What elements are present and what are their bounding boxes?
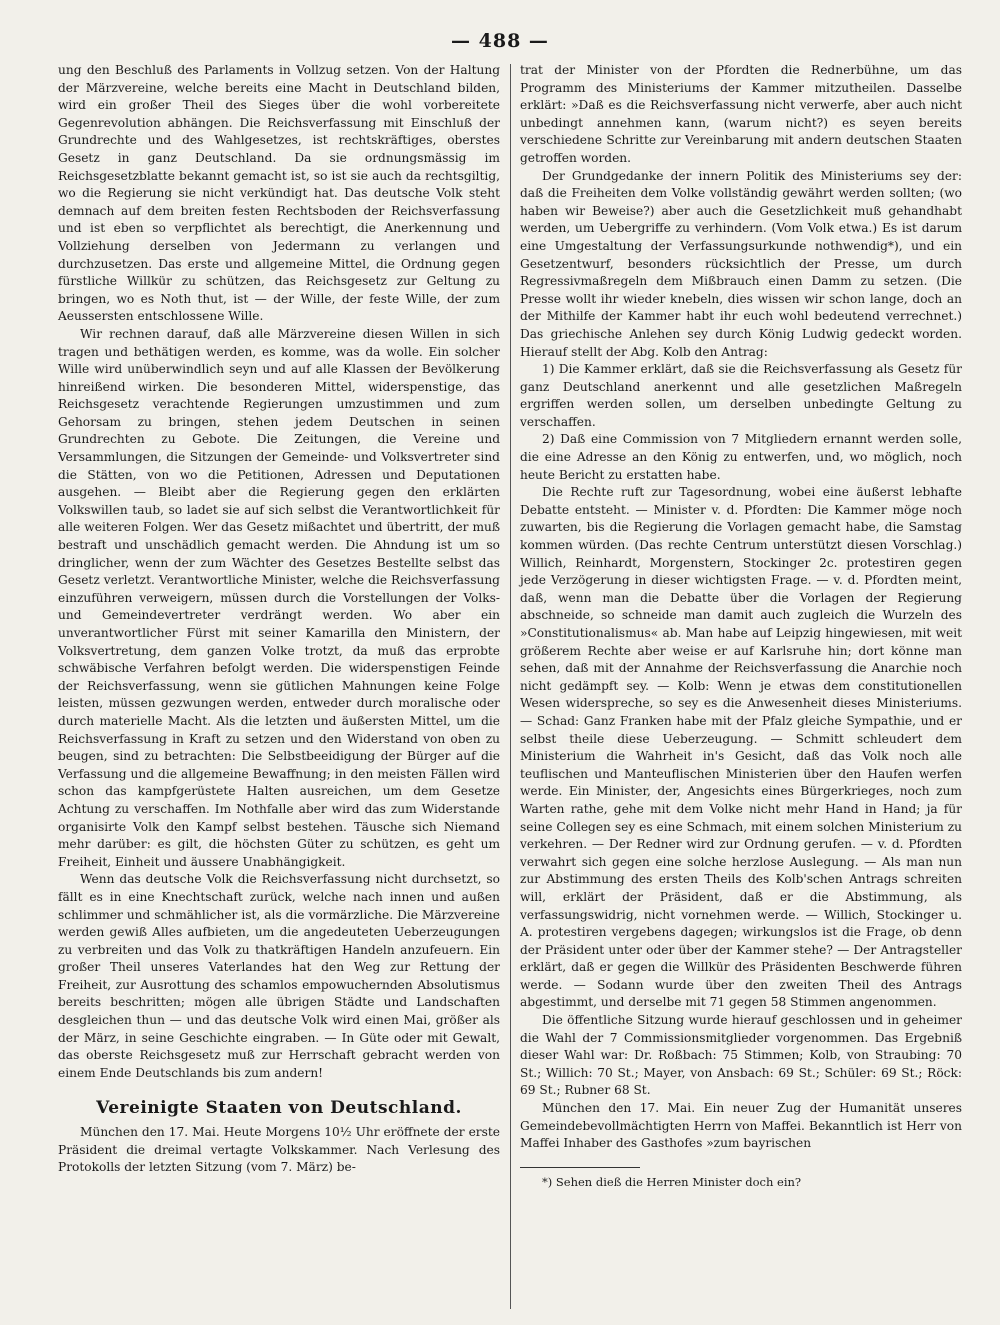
right-paragraph-4: 2) Daß eine Commission von 7 Mitgliedern ernannt werden solle, die eine Adresse an den König zu entwerfen, und, wo möglich, noch heute Bericht zu erstatten habe. (520, 432, 962, 482)
page-number: — 488 — (451, 30, 549, 52)
left-paragraph-1: ung den Beschluß des Parlaments in Vollzug setzen. Von der Haltung der Märzvereine, welche bereits eine Macht in Deutschland bilden, wird ein großer Theil des Sieges über die wohl vorbereitete Gegenrevolution abhängen. Die Reichsverfassung mit Einschluß der Grundrechte und des Wahlgesetzes, ist rechtskräftiges, oberstes Gesetz in ganz Deutschland. Da sie ordnungsmässig im Reichsgesetzblatte bekannt gemacht ist, so ist sie auch da rechtsgiltig, wo die Regierung sie nicht verkündigt hat. Das deutsche Volk steht demnach auf dem breiten festen Rechtsboden der Reichsverfassung und ist eben so verpflichtet als berechtigt, die Anerkennung und Vollziehung derselben von Jedermann zu verlangen und durchzusetzen. Das erste und allgemeine Mittel, die Ordnung gegen fürstliche Willkür zu schützen, das Reichsgesetz zur Geltung zu bringen, wo es Noth thut, ist — der Wille, der feste Wille, der zum Aeussersten entschlossene Wille. (58, 63, 500, 324)
right-paragraph-2: Der Grundgedanke der innern Politik des Ministeriums sey der: daß die Freiheiten dem Volke vollständig gewährt werden sollten; (wo haben wir Beweise?) aber auch die Gesetzlichkeit muß gehandhabt werden, um Uebergriffe zu verhindern. (Vom Volk etwa.) Es ist darum eine Umgestaltung der Verfassungsurkunde nothwendig*), und ein Gesetzentwurf, besonders rücksichtlich der Presse, um durch Regressivmaßregeln dem Mißbrauch einen Damm zu setzen. (Die Presse wollt ihr wieder knebeln, dies wissen wir schon lange, doch an der Mithilfe der Kammer habt ihr euch wohl bedeutend verrechnet.) Das griechische Anlehen sey durch König Ludwig gedeckt worden. Hierauf stellt der Abg. Kolb den Antrag: (520, 168, 962, 359)
right-paragraph-3: 1) Die Kammer erklärt, daß sie die Reichsverfassung als Gesetz für ganz Deutschland anerkennt und alle gesetzlichen Maßregeln ergriffen werden sollen, um derselben unbedingte Geltung zu verschaffen. (520, 362, 962, 429)
section-heading: Vereinigte Staaten von Deutschland. (96, 1098, 462, 1119)
right-column (520, 62, 962, 1191)
right-paragraph-5: Die Rechte ruft zur Tagesordnung, wobei eine äußerst lebhafte Debatte entsteht. — Minister v. d. Pfordten: Die Kammer möge noch zuwarten, bis die Regierung die Vorlagen gemacht habe, die Samstag kommen würden. (Das rechte Centrum unterstützt diesen Vorschlag.) Willich, Reinhardt, Morgenstern, Stockinger 2c. protestiren gegen jede Verzögerung in dieser wichtigsten Frage. — v. d. Pfordten meint, daß, wenn man die Debatte über die Vorlagen der Regierung abschneide, so schneide man damit auch zugleich die Wurzeln des »Constitutionalismus« ab. Man habe auf Leipzig hingewiesen, mit weit größerem Rechte aber weise er auf Karlsruhe hin; dort könne man sehen, daß mit der Annahme der Reichsverfassung die Anarchie noch nicht gedämpft sey. — Kolb: Wenn je etwas dem constitutionellen Wesen widerspreche, so sey es die Anwesenheit dieses Ministeriums. — Schad: Ganz Franken habe mit der Pfalz gleiche Sympathie, und er selbst theile diese Ueberzeugung. — Schmitt schleudert dem Ministerium die Wahrheit in's Gesicht, daß das Volk noch alle teuflischen und Manteuflischen Ministerien über den Haufen werfen werde. Ein Minister, der, Angesichts eines Bürgerkrieges, noch zum Warten rathe, gehe mit dem Volke nicht mehr Hand in Hand; ja für seine Collegen sey es eine Schmach, mit einem solchen Ministerium zu verkehren. — Der Redner wird zur Ordnung gerufen. — v. d. Pfordten verwahrt sich gegen eine solche herzlose Auslegung. — Als man nun zur Abstimmung des ersten Theils des Kolb'schen Antrags schreiten will, erklärt der Präsident, daß er die Abstimmung, als verfassungswidrig, nicht vornehmen werde. — Willich, Stockinger u. A. protestiren vergebens dagegen; wirkungslos ist die Frage, ob denn der Präsident unter oder über der Kammer stehe? — Der Antragsteller erklärt, daß er gegen die Willkür des Präsidenten Beschwerde führen werde. — Sodann wurde über den zweiten Theil des Antrags abgestimmt, und derselbe mit 71 gegen 58 Stimmen angenommen. (520, 485, 962, 1010)
left-column (58, 62, 500, 1177)
left-paragraph-2: Wir rechnen darauf, daß alle Märzvereine diesen Willen in sich tragen und bethätigen werden, es komme, was da wolle. Ein solcher Wille wird unüberwindlich seyn und auf alle Klassen der Bevölkerung hinreißend wirken. Die besonderen Mittel, widerspenstige, das Reichsgesetz verachtende Regierungen umzustimmen und zum Gehorsam zu bringen, stehen jedem Deutschen in seinen Grundrechten zu Gebote. Die Zeitungen, die Vereine und Versammlungen, die Sitzungen der Gemeinde- und Volksvertreter sind die Stätten, von wo die Petitionen, Adressen und Deputationen ausgehen. — Bleibt aber die Regierung gegen den erklärten Volkswillen taub, so ladet sie auf sich selbst die Verantwortlichkeit für alle weiteren Folgen. Wer das Gesetz mißachtet und übertritt, der muß bestraft und unschädlich gemacht werden. Die Ahndung ist um so dringlicher, wenn der zum Wächter des Gesetzes Bestellte selbst das Gesetz verletzt. Verantwortliche Minister, welche die Reichsverfassung einzuführen verweigern, müssen durch die Vorstellungen der Volks- und Gemeindevertreter verdrängt werden. Wo aber ein unverantwortlicher Fürst mit seiner Kamarilla den Ministern, der Volksvertretung, dem ganzen Volke trotzt, da muß das erprobte schwäbische Verfahren befolgt werden. Die widerspenstigen Feinde der Reichsverfassung, wenn sie gütlichen Mahnungen keine Folge leisten, müssen gezwungen werden, entweder durch moralische oder durch materielle Macht. Als die letzten und äußersten Mittel, um die Reichsverfassung in Kraft zu setzen und den Widerstand von oben zu beugen, sind zu betrachten: Die Selbstbeeidigung der Bürger auf die Verfassung und die allgemeine Bewaffnung; in den meisten Fällen wird schon das kampfgerüstete Halten ausreichen, um dem Gesetze Achtung zu verschaffen. Im Nothfalle aber wird das zum Widerstande organisirte Volk den Kampf selbst bestehen. Täusche sich Niemand mehr darüber: es gilt, die höchsten Güter zu schützen, es geht um Freiheit, Einheit und äussere Unabhängigkeit. (58, 326, 500, 869)
footnote: *) Sehen dieß die Herren Minister doch ein? (542, 1174, 802, 1189)
footnote-rule (520, 1167, 640, 1168)
right-paragraph-7: München den 17. Mai. Ein neuer Zug der Humanität unseres Gemeindebevollmächtigten Herrn von Maffei. Bekanntlich ist Herr von Maffei Inhaber des Gasthofes »zum bayrischen (520, 1101, 962, 1151)
right-paragraph-1: trat der Minister von der Pfordten die Rednerbühne, um das Programm des Ministeriums der Kammer mitzutheilen. Dasselbe erklärt: »Daß es die Reichsverfassung nicht verwerfe, aber auch nicht unbedingt annehmen kann, (warum nicht?) es seyen bereits verschiedene Schritte zur Vereinbarung mit andern deutschen Staaten getroffen worden. (520, 63, 962, 165)
column-divider (510, 64, 511, 1309)
right-paragraph-6: Die öffentliche Sitzung wurde hierauf geschlossen und in geheimer die Wahl der 7 Commissionsmitglieder vorgenommen. Das Ergebniß dieser Wahl war: Dr. Roßbach: 75 Stimmen; Kolb, von Straubing: 70 St.; Willich: 70 St.; Mayer, von Ansbach: 69 St.; Schüler: 69 St.; Röck: 69 St.; Rubner 68 St. (520, 1013, 962, 1098)
munich-paragraph: München den 17. Mai. Heute Morgens 10½ Uhr eröffnete der erste Präsident die dreimal vertagte Volkskammer. Nach Verlesung des Protokolls der letzten Sitzung (vom 7. März) be- (58, 1125, 500, 1175)
left-paragraph-3: Wenn das deutsche Volk die Reichsverfassung nicht durchsetzt, so fällt es in eine Knechtschaft zurück, welche nach innen und außen schlimmer und schmählicher ist, als die vormärzliche. Die Märzvereine werden gewiß Alles aufbieten, um die angedeuteten Ueberzeugungen zu verbreiten und das Volk zu thatkräftigen Handeln anzufeuern. Ein großer Theil unseres Vaterlandes hat den Weg zur Rettung der Freiheit, zur Ausrottung des schamlos empowuchernden Absolutismus bereits beschritten; mögen alle übrigen Städte und Landschaften desgleichen thun — und das deutsche Volk wird einen Mai, größer als der März, in seine Geschichte eingraben. — In Güte oder mit Gewalt, das oberste Reichsgesetz muß zur Herrschaft gebracht werden von einem Ende Deutschlands bis zum andern! (58, 872, 500, 1080)
